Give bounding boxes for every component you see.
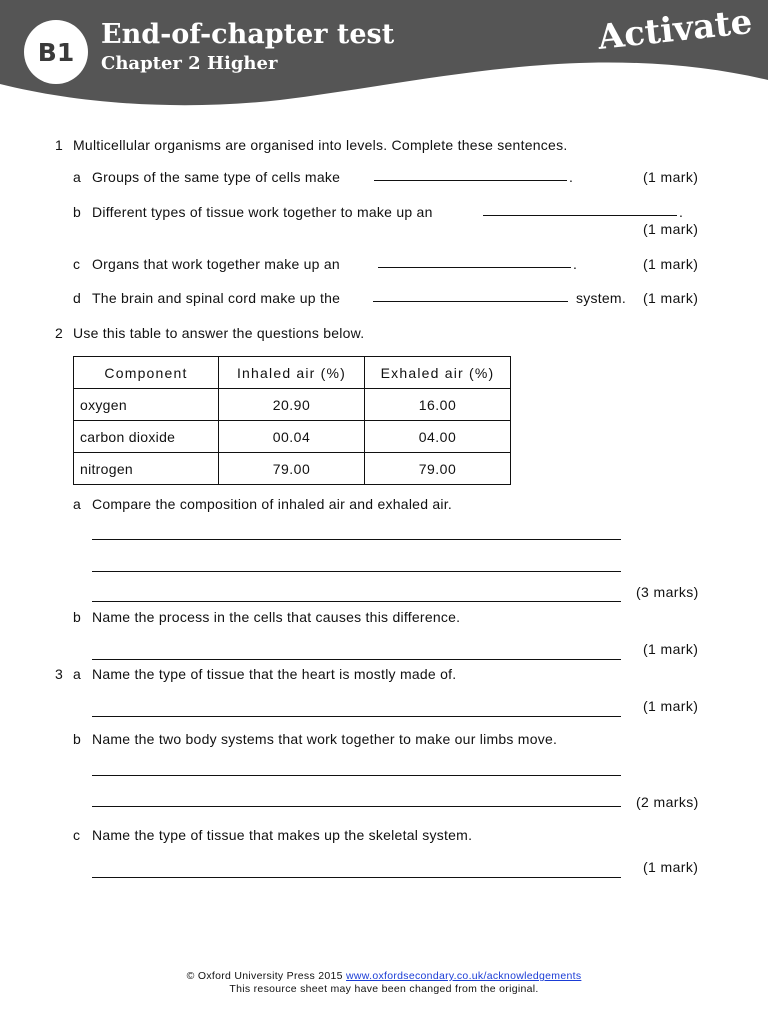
table-row xyxy=(74,453,511,485)
q1-number: 1 xyxy=(55,137,63,153)
q1c-text: Organs that work together make up an xyxy=(92,256,340,272)
q1d-end: system. xyxy=(576,290,626,306)
q3b-answer-line-2[interactable] xyxy=(92,806,621,807)
q2-text: Use this table to answer the questions below. xyxy=(73,325,365,341)
table-cell: nitrogen xyxy=(74,453,219,485)
table-cell: carbon dioxide xyxy=(74,421,219,453)
q1a-answer-line[interactable] xyxy=(374,180,567,181)
q1b-text: Different types of tissue work together to make up an xyxy=(92,204,433,220)
q1d-text: The brain and spinal cord make up the xyxy=(92,290,341,306)
q1c-end: . xyxy=(573,256,578,272)
air-composition-table xyxy=(73,356,511,485)
table-header-row xyxy=(74,357,511,389)
q1d-marks: (1 mark) xyxy=(643,290,699,306)
q2a-answer-line-2[interactable] xyxy=(92,571,621,572)
table-header: Exhaled air (%) xyxy=(365,357,511,389)
q2b-letter: b xyxy=(73,609,82,625)
table-header: Inhaled air (%) xyxy=(219,357,365,389)
header-band xyxy=(0,0,768,120)
q2a-marks: (3 marks) xyxy=(636,584,699,600)
q1b-answer-line[interactable] xyxy=(483,215,677,216)
q1b-letter: b xyxy=(73,204,82,220)
q3a-answer-line[interactable] xyxy=(92,716,621,717)
acknowledgements-link[interactable]: www.oxfordsecondary.co.uk/acknowledgements xyxy=(346,970,582,982)
q2a-text: Compare the composition of inhaled air and exhaled air. xyxy=(92,496,453,512)
q3b-letter: b xyxy=(73,731,82,747)
q2b-marks: (1 mark) xyxy=(643,641,699,657)
q3b-marks: (2 marks) xyxy=(636,794,699,810)
table-row xyxy=(74,421,511,453)
q3c-answer-line[interactable] xyxy=(92,877,621,878)
footer-note: This resource sheet may have been changed from the original. xyxy=(229,983,539,995)
q1a-letter: a xyxy=(73,169,82,185)
q1-text: Multicellular organisms are organised into levels. Complete these sentences. xyxy=(73,137,568,153)
q1c-marks: (1 mark) xyxy=(643,256,699,272)
q2-number: 2 xyxy=(55,325,63,341)
table-cell: 00.04 xyxy=(219,421,365,453)
table-row xyxy=(74,389,511,421)
q1c-answer-line[interactable] xyxy=(378,267,571,268)
q3a-letter: a xyxy=(73,666,82,682)
brand-logo: Activate xyxy=(595,1,755,58)
table-cell: oxygen xyxy=(74,389,219,421)
table-cell: 79.00 xyxy=(219,453,365,485)
table-cell: 20.90 xyxy=(219,389,365,421)
q2a-letter: a xyxy=(73,496,82,512)
q2a-answer-line-1[interactable] xyxy=(92,539,621,540)
q3a-marks: (1 mark) xyxy=(643,698,699,714)
q3a-text: Name the type of tissue that the heart is mostly made of. xyxy=(92,666,457,682)
q1d-letter: d xyxy=(73,290,82,306)
q1b-marks: (1 mark) xyxy=(643,221,699,237)
q2a-answer-line-3[interactable] xyxy=(92,601,621,602)
chapter-badge: B1 xyxy=(24,20,88,84)
table-cell: 04.00 xyxy=(365,421,511,453)
q1a-text: Groups of the same type of cells make xyxy=(92,169,341,185)
q1d-answer-line[interactable] xyxy=(373,301,568,302)
q1a-end: . xyxy=(569,169,574,185)
q1b-end: . xyxy=(679,204,684,220)
q1c-letter: c xyxy=(73,256,81,272)
q3c-letter: c xyxy=(73,827,81,843)
page-title: End-of-chapter test xyxy=(101,19,395,50)
page-subtitle: Chapter 2 Higher xyxy=(101,53,278,74)
footer-copyright: © Oxford University Press 2015 xyxy=(186,970,343,982)
table-cell: 16.00 xyxy=(365,389,511,421)
q2b-answer-line[interactable] xyxy=(92,659,621,660)
q3c-text: Name the type of tissue that makes up the skeletal system. xyxy=(92,827,473,843)
table-header: Component xyxy=(74,357,219,389)
q2b-text: Name the process in the cells that causes this difference. xyxy=(92,609,461,625)
footer-copyright-line xyxy=(0,970,768,982)
q3b-answer-line-1[interactable] xyxy=(92,775,621,776)
table-cell: 79.00 xyxy=(365,453,511,485)
q3c-marks: (1 mark) xyxy=(643,859,699,875)
q3b-text: Name the two body systems that work together to make our limbs move. xyxy=(92,731,558,747)
q3-number: 3 xyxy=(55,666,63,682)
q1a-marks: (1 mark) xyxy=(643,169,699,185)
